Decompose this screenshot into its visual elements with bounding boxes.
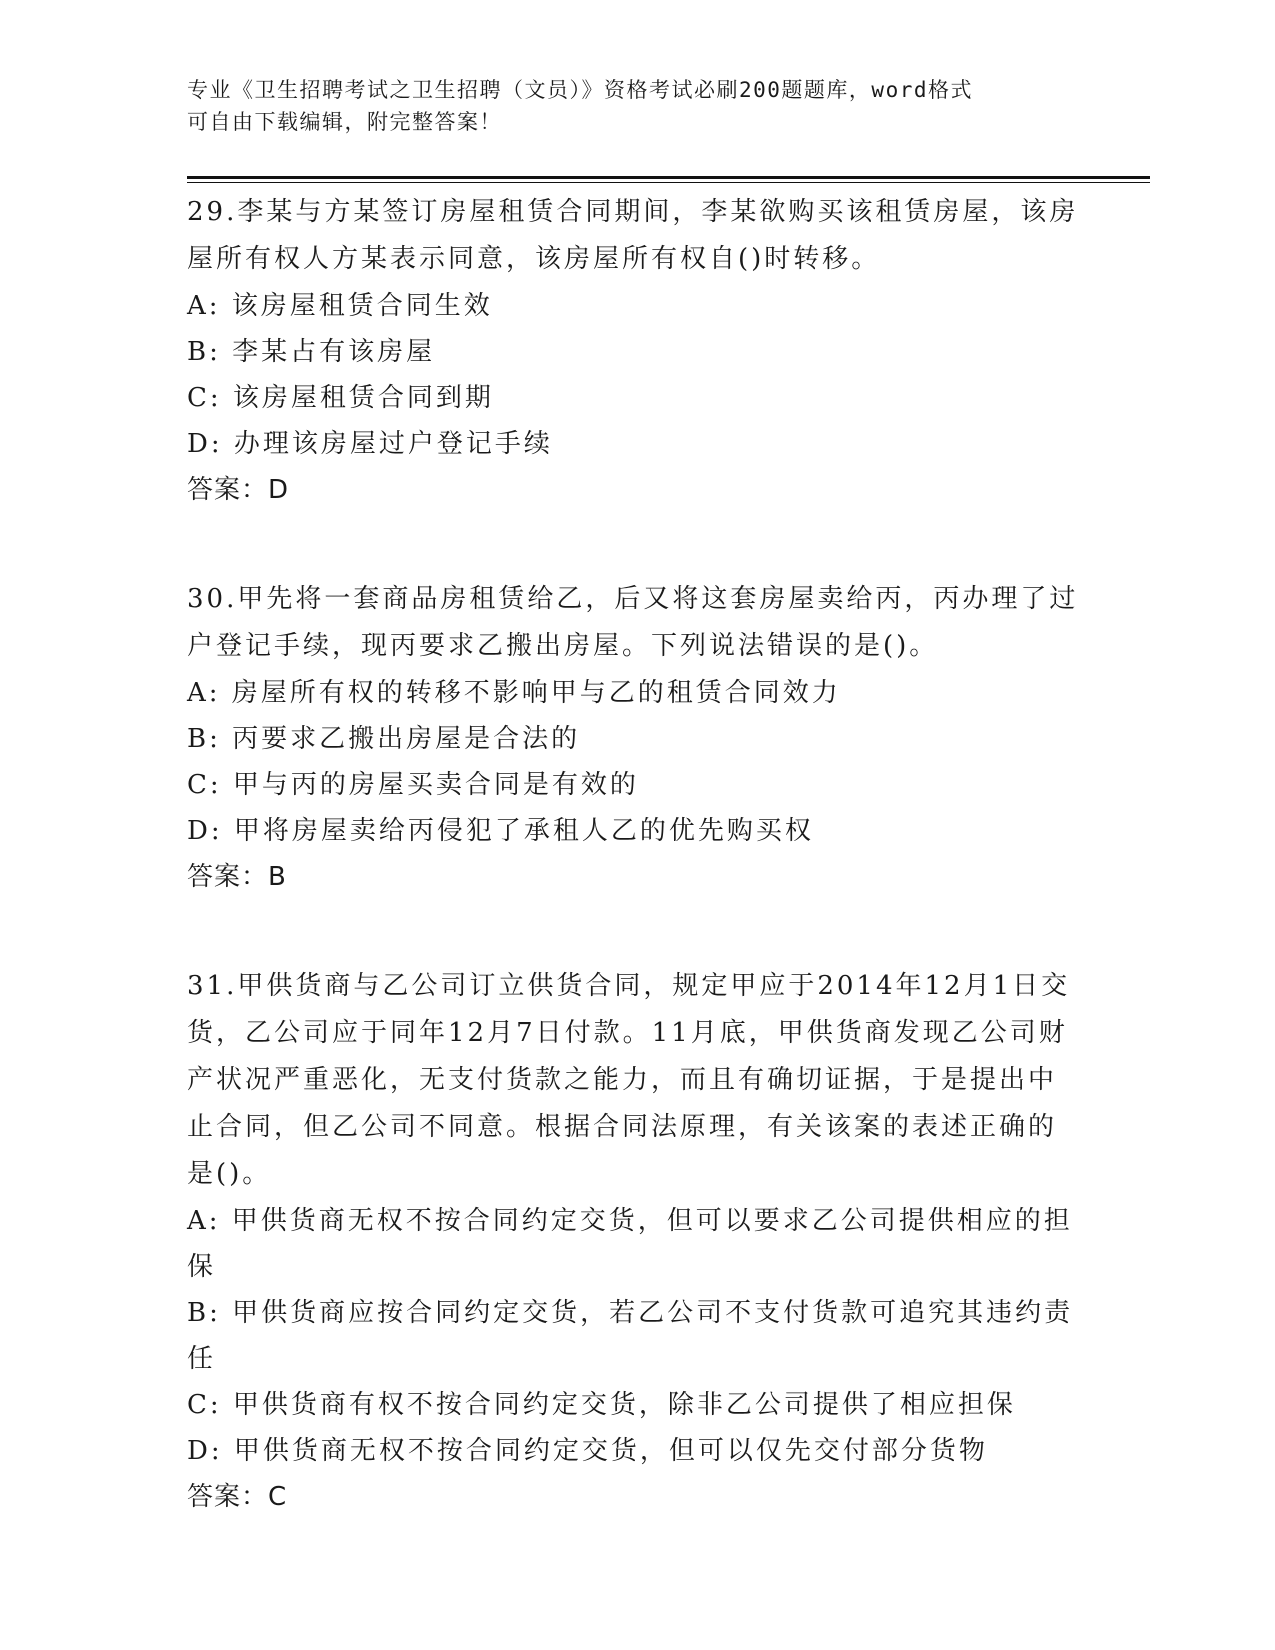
header-divider-thin [187,182,1150,183]
question-stem-line: 29.李某与方某签订房屋租赁合同期间，李某欲购买该租赁房屋，该房 [187,197,1079,227]
question-stem-line: 产状况严重恶化，无支付货款之能力，而且有确切证据，于是提出中 [187,1065,1058,1095]
document-header [187,74,1067,138]
option-a: A: 房屋所有权的转移不影响甲与乙的租赁合同效力 [187,678,841,708]
option-b: B: 李某占有该房屋 [187,337,436,367]
option-c: C: 甲供货商有权不按合同约定交货，除非乙公司提供了相应担保 [187,1390,1016,1420]
header-line-2: 可自由下载编辑，附完整答案！ [187,110,502,134]
option-a: A: 甲供货商无权不按合同约定交货，但可以要求乙公司提供相应的担 [187,1206,1073,1236]
question-spacer [187,513,1087,576]
question-stem-line: 止合同，但乙公司不同意。根据合同法原理，有关该案的表述正确的 [187,1112,1058,1142]
question-stem-line: 30.甲先将一套商品房租赁给乙，后又将这套房屋卖给丙，丙办理了过 [187,584,1079,614]
question-stem-line: 户登记手续，现丙要求乙搬出房屋。下列说法错误的是()。 [187,631,939,661]
answer-line: 答案：B [187,862,287,892]
question-29 [187,189,1087,513]
option-d: D: 甲将房屋卖给丙侵犯了承租人乙的优先购买权 [187,816,814,846]
question-31 [187,963,1087,1520]
option-b: B: 甲供货商应按合同约定交货，若乙公司不支付货款可追究其违约责 [187,1298,1074,1328]
option-c: C: 甲与丙的房屋买卖合同是有效的 [187,770,639,800]
answer-line: 答案：C [187,1482,288,1512]
option-d: D: 甲供货商无权不按合同约定交货，但可以仅先交付部分货物 [187,1436,988,1466]
question-30 [187,576,1087,900]
question-stem-line: 货，乙公司应于同年12月7日付款。11月底，甲供货商发现乙公司财 [187,1018,1068,1048]
header-line-1: 专业《卫生招聘考试之卫生招聘（文员）》资格考试必刷200题题库，word格式 [187,78,973,102]
question-list [187,189,1087,1520]
question-stem-line: 是()。 [187,1159,272,1189]
question-spacer [187,900,1087,963]
option-d: D: 办理该房屋过户登记手续 [187,429,553,459]
answer-line: 答案：D [187,475,290,505]
question-stem-line: 屋所有权人方某表示同意，该房屋所有权自()时转移。 [187,244,881,274]
header-divider-thick [187,176,1150,179]
option-b: B: 丙要求乙搬出房屋是合法的 [187,724,581,754]
option-a-continued: 保 [187,1252,217,1282]
question-stem-line: 31.甲供货商与乙公司订立供货合同，规定甲应于2014年12月1日交 [187,971,1071,1001]
option-c: C: 该房屋租赁合同到期 [187,383,494,413]
option-b-continued: 任 [187,1344,217,1374]
option-a: A: 该房屋租赁合同生效 [187,291,493,321]
